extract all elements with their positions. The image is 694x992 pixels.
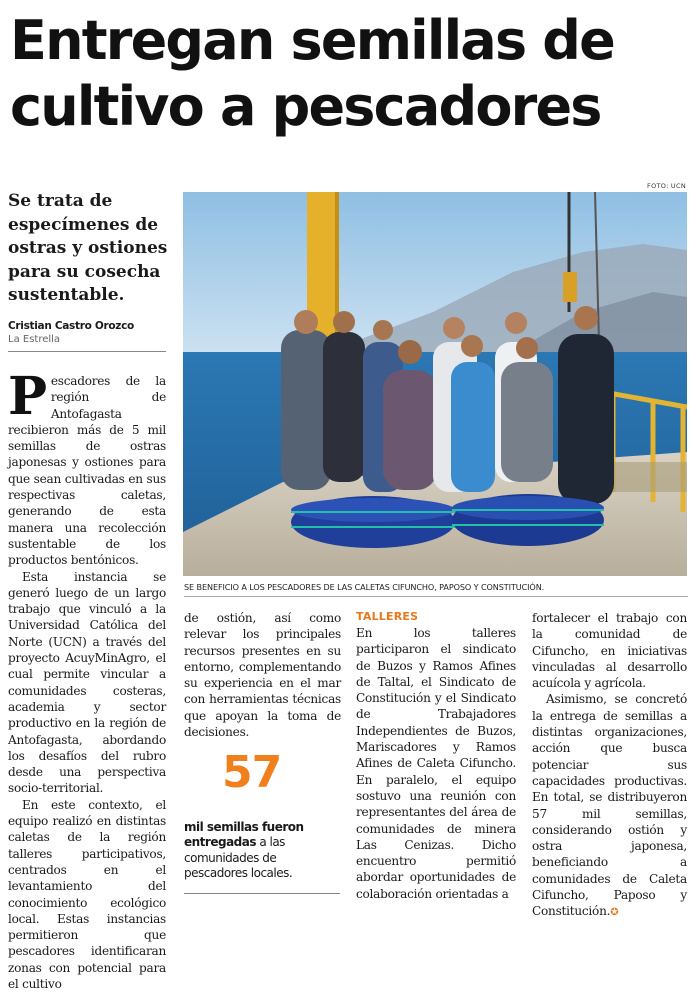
photo-credit: FOTO: UCN: [647, 182, 686, 190]
headline: [10, 8, 690, 140]
body-column-4: [532, 610, 687, 922]
body-column-3: [356, 610, 516, 902]
body-paragraph: Asimismo, se concretó la entrega de semillas a distintas organizaciones, acción que busca potenciar sus capacidades productivas. En total, se distribuyeron 57 mil semillas, considerando ostión y ostra japonesa, beneficiando a comunidades de Caleta Cifuncho, Paposo y Constitución.✪: [532, 692, 687, 919]
article-photo: [183, 192, 687, 576]
byline-outlet: La Estrella: [8, 334, 61, 345]
subheadline: Se trata de especímenes de ostras y ostiones para su cosecha sustentable.: [8, 191, 168, 305]
headline-line-2: cultivo a pescadores: [10, 75, 601, 138]
end-mark-icon: ✪: [610, 907, 619, 919]
body-paragraph: En este contexto, el equipo realizó en distintas caletas de la región talleres participativos, centrados en el levantamiento del conocimiento ecológico local. Estas instancias permitieron que pescadores identificaran zonas con potencial para el cultivo: [8, 797, 166, 991]
body-paragraph: de ostión, así como relevar los principales recursos presentes en su entorno, complementando su experiencia en el mar con herramientas técnicas que apoyan la toma de decisiones.: [184, 611, 341, 740]
body-paragraph: Pescadores de la región de Antofagasta recibieron más de 5 mil semillas de ostras japonesas y ostiones para que sean cultivadas en sus respectivas caletas, generando de esta manera una recolección sustentable de los productos bentónicos.: [8, 366, 166, 568]
drop-cap: P: [8, 366, 47, 427]
headline-line-1: Entregan semillas de: [10, 9, 614, 72]
photo-caption: SE BENEFICIO A LOS PESCADORES DE LAS CALETAS CIFUNCHO, PAPOSO Y CONSTITUCIÓN.: [184, 582, 688, 597]
photo-ropes: [613, 462, 687, 492]
body-paragraph: En los talleres participaron el sindicato de Buzos y Ramos Afines de Taltal, el Sindicato de Constitución y el Sindicato de Trabajadores Independientes de Buzos, Mariscadores y Ramos Afines de Caleta Cifuncho. En paralelo, el equipo sostuvo una reunión con representantes del área de comunidades de minera Las Cenizas. Dicho encuentro permitió abordar oportunidades de colaboración orientadas a: [356, 626, 516, 901]
body-paragraph: Esta instancia se generó luego de un largo trabajo que vinculó a la Universidad Católica del Norte (UCN) a través del proyecto AcuyMinAgro, el cual permite vincular a comunidades costeras, academia y sector productivo en la región de Antofagasta, abordando los desafíos del rubro desde una perspectiva socio-territorial.: [8, 569, 166, 796]
body-column-1: [8, 366, 166, 992]
byline: [8, 319, 166, 352]
stat-divider: [184, 893, 340, 894]
stat-description: [184, 820, 340, 881]
section-label-talleres: TALLERES: [356, 610, 419, 623]
stat-rest: a las comunidades de pescadores locales.: [184, 835, 293, 880]
stat-number: 57: [222, 747, 282, 798]
body-paragraph: fortalecer el trabajo con la comunidad de Cifuncho, en iniciativas vinculadas al desarrollo acuícola y agrícola.: [532, 611, 687, 691]
byline-author: Cristian Castro Orozco: [8, 320, 134, 332]
stat-bold: mil semillas fueron entregadas: [184, 820, 304, 850]
body-column-2: [184, 610, 341, 740]
